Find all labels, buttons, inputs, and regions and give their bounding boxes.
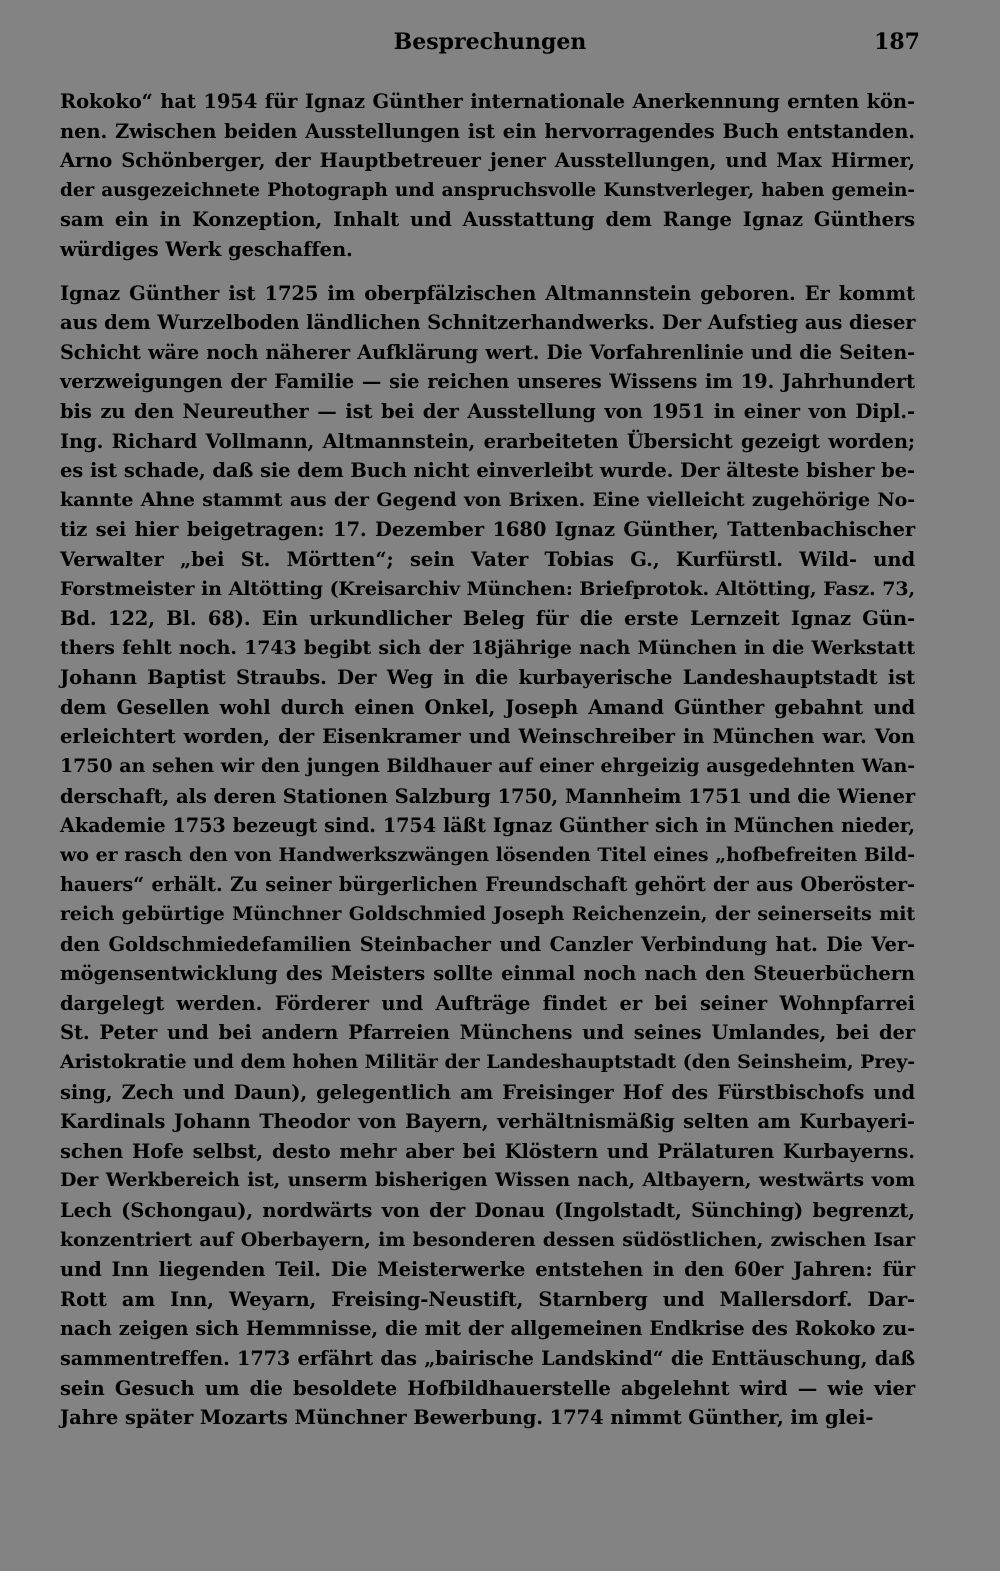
running-head (60, 24, 920, 60)
text-line: Kardinals Johann Theodor von Bayern, verhältnismäßig selten am Kurbayeri- (60, 1110, 915, 1134)
text-line: reich gebürtige Münchner Goldschmied Joseph Reichenzein, der seinerseits mit (60, 903, 915, 926)
text-line: bis zu den Neureuther — ist bei der Ausstellung von 1951 in einer von Dipl.- (60, 399, 915, 423)
running-head-title: Besprechungen (393, 29, 587, 55)
text-line: Bd. 122, Bl. 68). Ein urkundlicher Beleg für die erste Lernzeit Ignaz Gün- (60, 607, 915, 631)
text-line: 1750 an sehen wir den jungen Bildhauer auf einer ehrgeizig ausgedehnten Wan- (60, 755, 915, 778)
text-line: Verwalter „bei St. Mörtten“; sein Vater Tobias G., Kurfürstl. Wild- und (60, 547, 915, 571)
paragraph-gap (60, 265, 915, 279)
text-line: Johann Baptist Straubs. Der Weg in die kurbayerische Landeshauptstadt ist (60, 666, 915, 690)
text-line: derschaft, als deren Stationen Salzburg 1750, Mannheim 1751 und die Wiener (60, 784, 915, 808)
text-line: der ausgezeichnete Photograph und anspruchsvolle Kunstverleger, haben gemein- (60, 179, 915, 201)
text-line: Aristokratie und dem hohen Militär der Landeshauptstadt (den Seinsheim, Prey- (60, 1051, 915, 1073)
text-line: hauers“ erhält. Zu seiner bürgerlichen Freundschaft gehört der aus Oberöster- (60, 873, 915, 897)
text-line: verzweigungen der Familie — sie reichen unseres Wissens im 19. Jahrhundert (60, 370, 915, 394)
text-line: Akademie 1753 bezeugt sind. 1754 läßt Ignaz Günther sich in München nieder, (60, 814, 915, 838)
text-line: den Goldschmiedefamilien Steinbacher und Canzler Verbindung hat. Die Ver- (60, 932, 915, 956)
text-line: aus dem Wurzelboden ländlichen Schnitzerhandwerks. Der Aufstieg aus dieser (60, 311, 916, 335)
text-line: mögensentwicklung des Meisters sollte einmal noch nach den Steuerbüchern (60, 962, 915, 986)
text-line: sing, Zech und Daun), gelegentlich am Freisinger Hof des Fürstbischofs und (60, 1080, 915, 1104)
text-line: konzentriert auf Oberbayern, im besonderen dessen südöstlichen, zwischen Isar (60, 1228, 915, 1251)
text-line: Der Werkbereich ist, unserm bisherigen Wissen nach, Altbayern, westwärts vom (60, 1169, 915, 1192)
paragraph (60, 87, 915, 265)
text-line: nen. Zwischen beiden Ausstellungen ist ein hervorragendes Buch entstanden. (60, 119, 915, 143)
text-line: Schicht wäre noch näherer Aufklärung wert. Die Vorfahrenlinie und die Seiten- (60, 340, 915, 364)
text-line: es ist schade, daß sie dem Buch nicht einverleibt wurde. Der älteste bisher be- (60, 459, 915, 483)
text-line: sam ein in Konzeption, Inhalt und Ausstattung dem Range Ignaz Günthers (60, 208, 915, 232)
text-line: nach zeigen sich Hemmnisse, die mit der allgemeinen Endkrise des Rokoko zu- (60, 1317, 915, 1341)
page-number: 187 (874, 29, 920, 55)
text-line: Rott am Inn, Weyarn, Freising-Neustift, Starnberg und Mallersdorf. Dar- (60, 1287, 915, 1311)
text-line: St. Peter und bei andern Pfarreien Münchens und seines Umlandes, bei der (60, 1021, 915, 1045)
text-line: schen Hofe selbst, desto mehr aber bei Klöstern und Prälaturen Kurbayerns. (60, 1139, 915, 1163)
text-line: würdiges Werk geschaffen. (60, 237, 353, 261)
text-line: Ignaz Günther ist 1725 im oberpfälzischen Altmannstein geboren. Er kommt (60, 281, 915, 305)
text-line: Lech (Schongau), nordwärts von der Donau (Ingolstadt, Sünching) begrenzt, (60, 1198, 915, 1222)
text-line: sein Gesuch um die besoldete Hofbildhauerstelle abgelehnt wird — wie vier (60, 1376, 915, 1400)
text-line: Ing. Richard Vollmann, Altmannstein, erarbeiteten Übersicht gezeigt worden; (60, 429, 915, 453)
text-line: Forstmeister in Altötting (Kreisarchiv München: Briefprotok. Altötting, Fasz. 73, (60, 577, 915, 600)
text-line: Rokoko“ hat 1954 für Ignaz Günther internationale Anerkennung ernten kön- (60, 90, 915, 113)
text-line: dargelegt werden. Förderer und Aufträge findet er bei seiner Wohnpfarrei (60, 991, 915, 1015)
text-line: dem Gesellen wohl durch einen Onkel, Joseph Amand Günther gebahnt und (60, 695, 915, 719)
paragraph (60, 279, 915, 1433)
text-line: thers fehlt noch. 1743 begibt sich der 18jährige nach München in die Werkstatt (60, 636, 915, 659)
text-line: wo er rasch den von Handwerkszwängen lösenden Titel eines „hofbefreiten Bild- (60, 843, 915, 866)
text-line: Arno Schönberger, der Hauptbetreuer jener Ausstellungen, und Max Hirmer, (60, 149, 915, 173)
text-line: sammentreffen. 1773 erfährt das „bairische Landskind“ die Enttäuschung, daß (60, 1346, 915, 1370)
text-line: tiz sei hier beigetragen: 17. Dezember 1680 Ignaz Günther, Tattenbachischer (60, 518, 915, 542)
text-line: und Inn liegenden Teil. Die Meisterwerke entstehen in den 60er Jahren: für (60, 1258, 915, 1282)
body-text (60, 87, 915, 1433)
text-line: kannte Ahne stammt aus der Gegend von Brixen. Eine vielleicht zugehörige No- (60, 488, 915, 511)
text-line: Jahre später Mozarts Münchner Bewerbung. 1774 nimmt Günther, im glei- (60, 1406, 874, 1430)
text-line: erleichtert worden, der Eisenkramer und Weinschreiber in München war. Von (60, 725, 915, 749)
